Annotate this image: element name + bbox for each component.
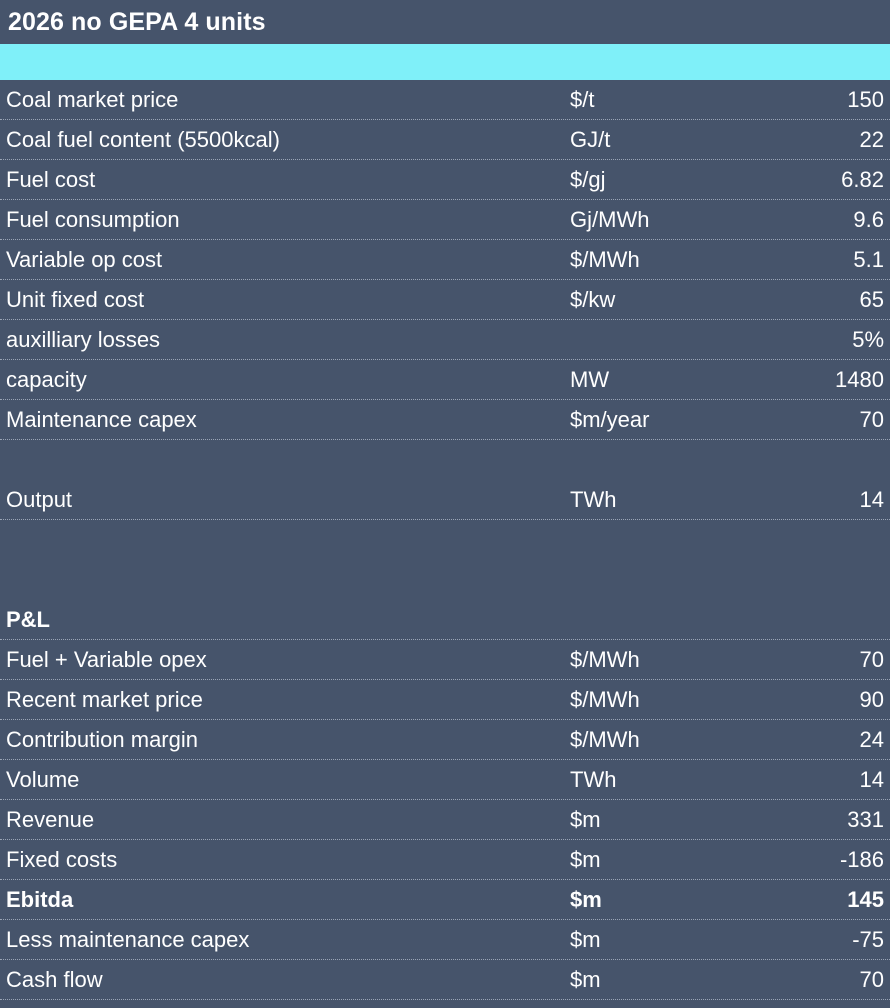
row-label: Unit fixed cost (6, 286, 145, 312)
row-unit: $m (570, 846, 601, 872)
row-value: 65 (859, 286, 884, 312)
row-unit: Gj/MWh (570, 206, 650, 232)
row-value: -186 (839, 846, 884, 872)
table-row (0, 640, 890, 680)
row-unit: TWh (570, 766, 617, 792)
spacer-row (0, 520, 890, 560)
table-row (0, 920, 890, 960)
row-label: Fuel consumption (6, 206, 180, 232)
row-value: 70 (859, 646, 884, 672)
table-row (0, 320, 890, 360)
row-label: Ebitda (6, 886, 74, 912)
row-value: 90 (859, 686, 884, 712)
table-row (0, 200, 890, 240)
row-unit: $m (570, 966, 601, 992)
row-value: 1480 (835, 366, 884, 392)
table-row (0, 600, 890, 640)
table-row (0, 360, 890, 400)
row-value: 70 (859, 966, 884, 992)
row-label: P&L (6, 606, 50, 632)
row-value: 14 (859, 766, 884, 792)
row-value: 5.1 (853, 246, 884, 272)
table-row (0, 80, 890, 120)
table-row (0, 800, 890, 840)
row-value: 6.82 (841, 166, 884, 192)
row-value: 9.6 (853, 206, 884, 232)
row-unit: $/kw (570, 286, 616, 312)
row-value: 5% (852, 326, 884, 352)
row-unit: $m (570, 886, 602, 912)
table-row (0, 280, 890, 320)
row-unit: $/MWh (570, 686, 640, 712)
row-label: Coal fuel content (5500kcal) (6, 126, 280, 152)
spacer-row (0, 440, 890, 480)
table-row (0, 760, 890, 800)
page-title: 2026 no GEPA 4 units (8, 7, 266, 36)
table-row (0, 400, 890, 440)
sheet-title-row (0, 0, 890, 44)
row-label: Output (6, 486, 73, 512)
row-label: Coal market price (6, 86, 179, 112)
spacer-row (0, 560, 890, 600)
row-unit: MW (570, 366, 610, 392)
row-label: Variable op cost (6, 246, 163, 272)
data-rows (0, 80, 890, 1000)
row-value: 14 (859, 486, 884, 512)
row-label: Maintenance capex (6, 406, 197, 432)
row-label: Volume (6, 766, 80, 792)
row-unit: $/MWh (570, 646, 640, 672)
accent-band (0, 44, 890, 80)
row-value: 70 (859, 406, 884, 432)
row-label: Fixed costs (6, 846, 118, 872)
row-label: Revenue (6, 806, 95, 832)
row-value: 145 (847, 886, 884, 912)
row-unit: $m (570, 806, 601, 832)
table-row (0, 240, 890, 280)
row-value: -75 (852, 926, 884, 952)
table-row (0, 720, 890, 760)
table-row (0, 880, 890, 920)
row-unit: GJ/t (570, 126, 611, 152)
row-unit: $m/year (570, 406, 650, 432)
table-row (0, 840, 890, 880)
table-row (0, 120, 890, 160)
row-value: 24 (859, 726, 884, 752)
row-label: Cash flow (6, 966, 103, 992)
row-value: 150 (847, 86, 884, 112)
row-unit: $/MWh (570, 726, 640, 752)
table-row (0, 960, 890, 1000)
row-unit: $/MWh (570, 246, 640, 272)
row-label: Fuel cost (6, 166, 96, 192)
row-label: capacity (6, 366, 87, 392)
row-unit: $m (570, 926, 601, 952)
row-unit: TWh (570, 486, 617, 512)
row-unit: $/gj (570, 166, 606, 192)
table-row (0, 480, 890, 520)
row-value: 22 (859, 126, 884, 152)
row-unit: $/t (570, 86, 595, 112)
table-row (0, 160, 890, 200)
row-value: 331 (847, 806, 884, 832)
row-label: Contribution margin (6, 726, 198, 752)
row-label: Fuel + Variable opex (6, 646, 207, 672)
row-label: auxilliary losses (6, 326, 161, 352)
row-label: Less maintenance capex (6, 926, 250, 952)
table-row (0, 680, 890, 720)
row-label: Recent market price (6, 686, 203, 712)
